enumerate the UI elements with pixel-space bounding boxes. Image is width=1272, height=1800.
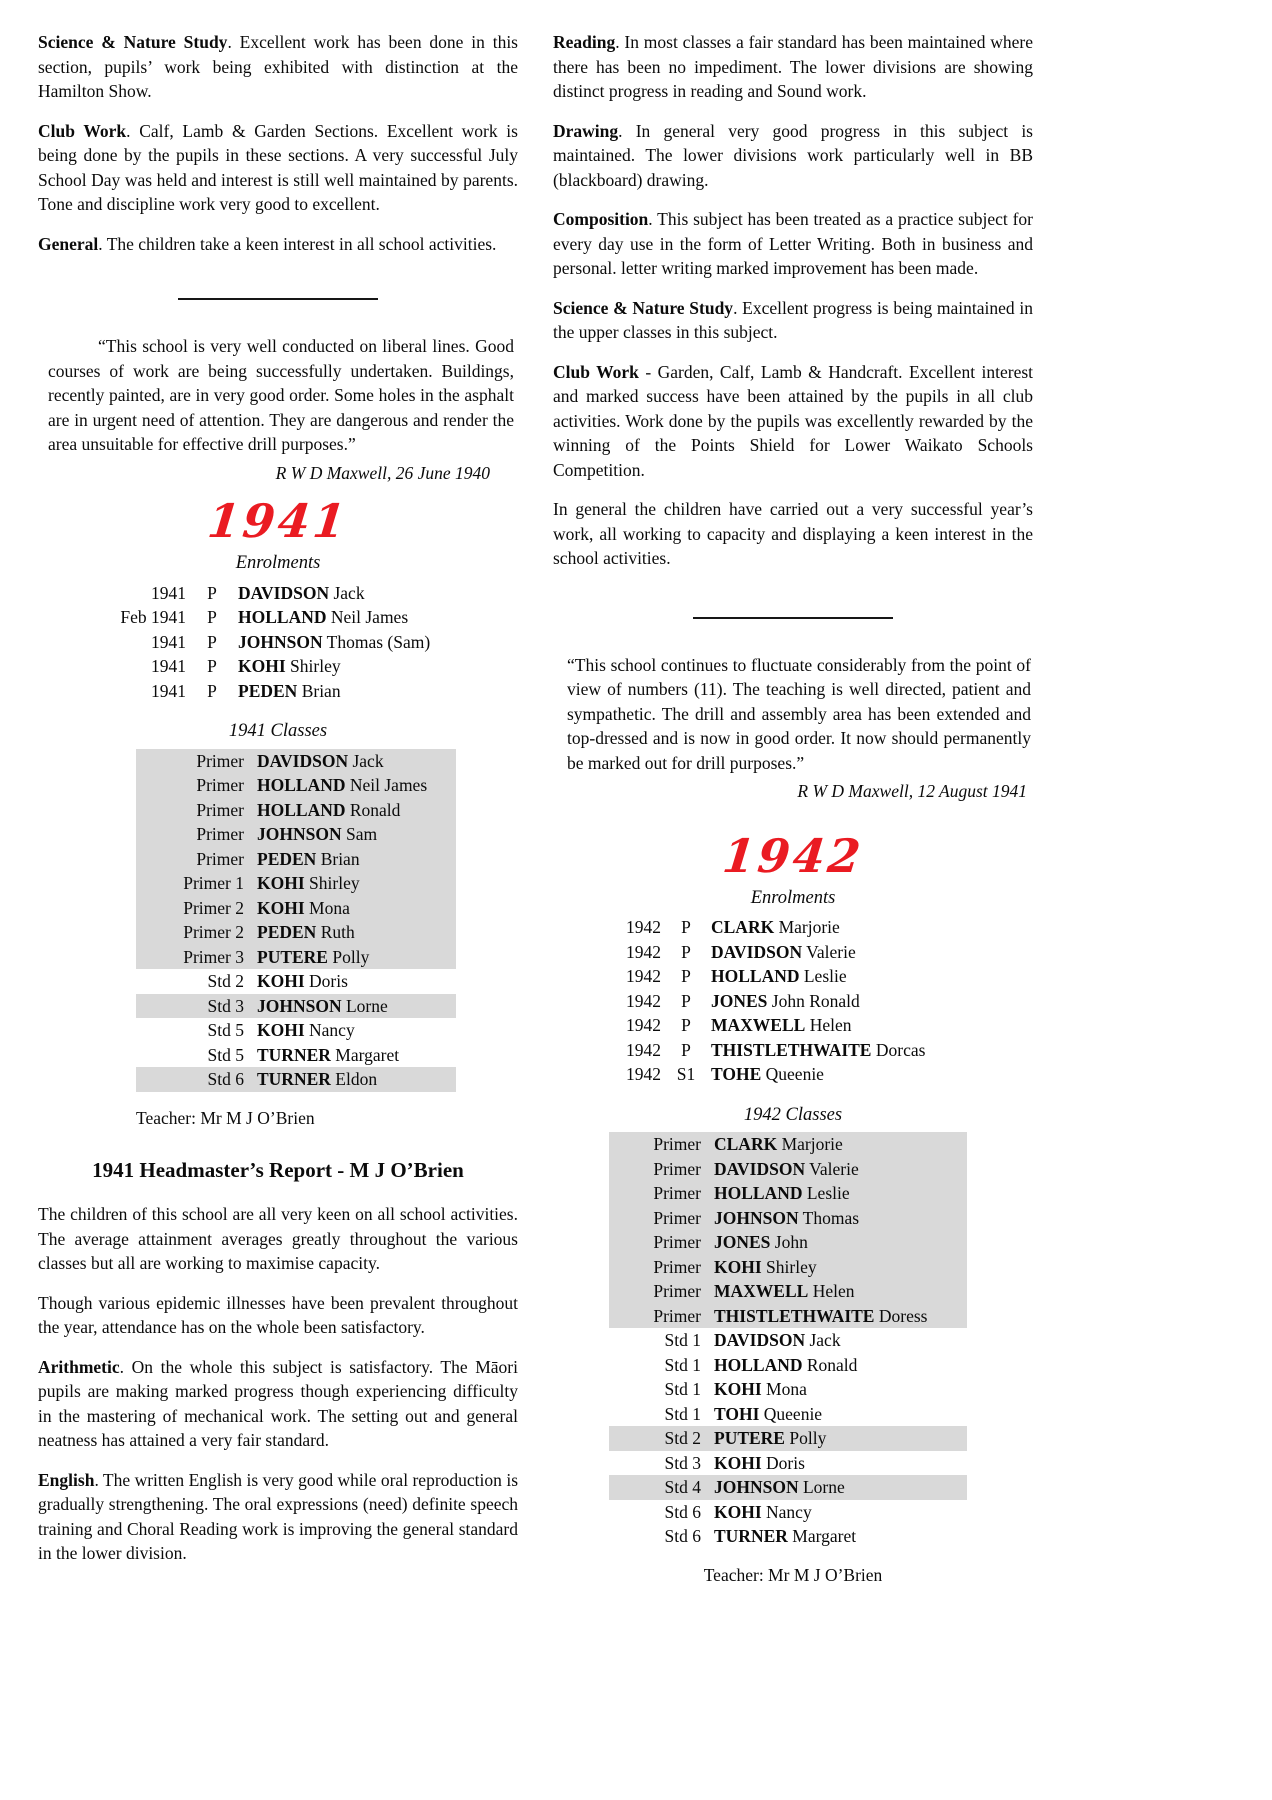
class-row: [136, 1067, 456, 1092]
year-heading-1942: 1942: [720, 828, 866, 883]
enrolment-given-name: Helen: [809, 1015, 852, 1035]
class-pupil-name: [714, 1255, 967, 1280]
enrolment-code: P: [681, 941, 691, 962]
enrolment-given-name: Jack: [333, 582, 365, 603]
section-divider: [693, 617, 893, 619]
class-pupil-surname: KOHI: [714, 1379, 762, 1399]
class-pupil-name: [257, 1018, 456, 1043]
class-pupil-surname: THISTLETHWAITE: [714, 1305, 875, 1326]
inspector-signature-1940: R W D Maxwell, 26 June 1940: [275, 462, 490, 483]
enrolment-surname: DAVIDSON: [238, 582, 330, 603]
enrolment-date: 1942: [626, 1015, 661, 1035]
enrolment-code: P: [207, 631, 217, 652]
class-label: Std 3: [664, 1452, 701, 1473]
classes-list-1942: [609, 1132, 967, 1549]
class-pupil-surname: KOHI: [257, 873, 305, 893]
class-row: [609, 1402, 967, 1427]
enrolment-name: [711, 989, 1033, 1014]
right-column: [553, 30, 1033, 1613]
enrolment-surname: PEDEN: [238, 680, 298, 701]
class-label: Std 1: [664, 1330, 701, 1350]
class-pupil-given-name: Doris: [309, 971, 348, 991]
class-pupil-name: [257, 994, 456, 1019]
paragraph-body: - Garden, Calf, Lamb & Handcraft. Excellent interest and marked success have been attained by the pupils in all club activities. Work done by the pupils was excellently rewarded by the winning of the Points Shield for Lower Waikato Schools Competition.: [553, 361, 1034, 480]
enrolments-list-1942: [553, 915, 1033, 1087]
class-row: [136, 798, 456, 823]
class-label: Primer: [196, 750, 244, 771]
class-label: Primer: [653, 1207, 701, 1228]
paragraph-lead: Drawing: [553, 120, 619, 141]
class-pupil-given-name: Thomas: [802, 1207, 860, 1228]
paragraph-body: . Excellent progress is being maintained in the upper classes in this subject.: [553, 297, 1033, 342]
class-pupil-name: [257, 871, 456, 896]
class-row: [136, 920, 456, 945]
class-label: Std 6: [207, 1069, 244, 1089]
enrolment-code: P: [681, 1015, 691, 1035]
paragraph-body: The children of this school are all very keen on all school activities. The average attainment averages greatly throughout the various classes but all are working to maximise capacity.: [38, 1204, 518, 1273]
class-label: Std 1: [664, 1403, 701, 1424]
enrolment-surname: THISTLETHWAITE: [711, 1039, 872, 1060]
enrolment-code: S1: [676, 1064, 696, 1084]
report-paragraph-intro: [38, 1202, 518, 1276]
class-pupil-surname: TURNER: [714, 1526, 788, 1546]
class-row: [609, 1157, 967, 1182]
class-label: Primer 2: [183, 922, 244, 942]
enrolment-name: [238, 630, 518, 655]
enrolment-row: [86, 581, 518, 606]
paragraph-body: . Calf, Lamb & Garden Sections. Excellent work is being done by the pupils in these sections. A very successful July School Day was held and interest is still well maintained by parents. Tone and discipline work very good to excellent.: [38, 120, 518, 214]
paragraph-club-work-1941: [553, 360, 1033, 483]
class-row: [609, 1255, 967, 1280]
enrolment-name: [238, 581, 518, 606]
class-row: [136, 749, 456, 774]
enrolment-row: [605, 989, 1033, 1014]
class-row: [136, 847, 456, 872]
class-row: [609, 1353, 967, 1378]
class-label: Primer: [653, 1232, 701, 1252]
class-pupil-given-name: Jack: [352, 750, 384, 771]
enrolment-given-name: Dorcas: [875, 1039, 926, 1060]
class-pupil-name: [257, 822, 456, 847]
class-pupil-given-name: Brian: [320, 848, 360, 869]
class-row: [609, 1377, 967, 1402]
enrolment-name: [711, 915, 1033, 940]
class-pupil-given-name: Jack: [809, 1330, 841, 1350]
class-pupil-surname: JOHNSON: [257, 995, 342, 1016]
class-pupil-name: [714, 1304, 967, 1329]
class-row: [136, 994, 456, 1019]
enrolment-name: [711, 1062, 1033, 1087]
class-pupil-given-name: Mona: [766, 1379, 807, 1399]
enrolment-date: Feb 1941: [120, 607, 186, 627]
enrolment-code: P: [207, 607, 217, 627]
class-pupil-surname: TURNER: [257, 1044, 331, 1065]
report-paragraph-arithmetic: [38, 1355, 518, 1453]
class-pupil-surname: KOHI: [714, 1256, 762, 1277]
two-column-layout: [38, 30, 1272, 1613]
class-pupil-name: [257, 773, 456, 798]
class-pupil-given-name: Lorne: [345, 995, 388, 1016]
class-label: Primer: [196, 799, 244, 820]
class-row: [136, 871, 456, 896]
year-heading-1941: 1941: [205, 494, 351, 548]
enrolment-code: P: [207, 582, 217, 603]
inspector-quote-1941: “This school continues to fluctuate considerably from the point of view of numbers (11). The teaching is well directed, patient and sympathetic. The drill and assembly area has been extended and top-dressed and is now in good order. It now should permanently be marked out for drill purposes.”: [567, 654, 1031, 773]
class-pupil-surname: PEDEN: [257, 848, 317, 869]
paragraph-body: . In most classes a fair standard has been maintained where there has been no impediment. The lower divisions are showing distinct progress in reading and Sound work.: [553, 32, 1033, 101]
class-pupil-surname: HOLLAND: [257, 799, 346, 820]
class-pupil-surname: JOHNSON: [714, 1477, 799, 1497]
enrolment-given-name: Marjorie: [778, 917, 840, 937]
class-pupil-given-name: Valerie: [809, 1158, 859, 1179]
enrolment-given-name: John Ronald: [771, 990, 860, 1011]
class-label: Primer: [653, 1281, 701, 1301]
class-label: Std 5: [207, 1044, 244, 1065]
teacher-line-1942: Teacher: Mr M J O’Brien: [703, 1564, 883, 1585]
section-divider: [178, 298, 378, 300]
class-pupil-given-name: Shirley: [766, 1256, 817, 1277]
class-pupil-name: [714, 1475, 967, 1500]
class-pupil-name: [714, 1451, 967, 1476]
enrolment-given-name: Neil James: [330, 607, 409, 627]
paragraph-body: . The written English is very good while oral reproduction is gradually strengthening. The oral expressions (need) definite speech training and Choral Reading work is improving the general standard in the lower division.: [38, 1469, 518, 1563]
enrolment-surname: KOHI: [238, 656, 286, 676]
enrolment-given-name: Shirley: [290, 656, 341, 676]
enrolment-name: [711, 964, 1033, 989]
class-row: [609, 1426, 967, 1451]
enrolment-date: 1942: [626, 941, 661, 962]
paragraph-body: . On the whole this subject is satisfactory. The Māori pupils are making marked progress though experiencing difficulty in the mastering of mechanical work. The setting out and general neatness has attained a very fair standard.: [38, 1356, 518, 1450]
enrolment-name: [711, 1013, 1033, 1038]
enrolment-row: [605, 964, 1033, 989]
class-pupil-surname: KOHI: [257, 1020, 305, 1040]
class-pupil-given-name: Marjorie: [781, 1134, 843, 1154]
class-pupil-name: [257, 798, 456, 823]
paragraph-body: . In general very good progress in this subject is maintained. The lower divisions work particularly well in BB (blackboard) drawing.: [553, 120, 1033, 190]
enrolment-surname: TOHE: [711, 1064, 762, 1084]
enrolment-surname: HOLLAND: [711, 966, 800, 986]
class-pupil-name: [257, 1043, 456, 1068]
class-pupil-surname: KOHI: [257, 897, 305, 918]
class-pupil-given-name: Doress: [878, 1305, 928, 1326]
paragraph-in-general-1941: [553, 497, 1033, 571]
class-label: Std 2: [664, 1428, 701, 1448]
class-pupil-given-name: Polly: [332, 946, 370, 967]
class-label: Primer 1: [183, 873, 244, 893]
class-row: [609, 1451, 967, 1476]
class-pupil-given-name: Sam: [345, 824, 378, 844]
class-pupil-name: [257, 896, 456, 921]
class-label: Primer: [653, 1134, 701, 1154]
class-pupil-name: [257, 920, 456, 945]
paragraph-lead: General: [38, 233, 99, 254]
class-pupil-given-name: Eldon: [335, 1069, 378, 1089]
enrolment-surname: HOLLAND: [238, 607, 327, 627]
enrolment-code: P: [207, 680, 217, 701]
class-row: [609, 1500, 967, 1525]
class-row: [609, 1230, 967, 1255]
class-pupil-name: [257, 945, 456, 970]
class-pupil-given-name: Mona: [309, 897, 350, 918]
enrolments-title-1942: Enrolments: [750, 887, 836, 908]
class-pupil-name: [714, 1426, 967, 1451]
class-pupil-surname: JOHNSON: [257, 824, 342, 844]
paragraph-drawing-1941: [553, 119, 1033, 193]
enrolment-row: [605, 1062, 1033, 1087]
class-row: [609, 1475, 967, 1500]
class-pupil-name: [714, 1500, 967, 1525]
class-pupil-surname: DAVIDSON: [714, 1330, 806, 1350]
class-label: Std 6: [664, 1501, 701, 1522]
class-pupil-surname: TURNER: [257, 1069, 331, 1089]
class-pupil-given-name: Helen: [812, 1281, 855, 1301]
class-label: Primer: [653, 1158, 701, 1179]
class-pupil-given-name: Shirley: [309, 873, 360, 893]
class-row: [609, 1181, 967, 1206]
class-row: [609, 1132, 967, 1157]
paragraph-lead: Club Work: [553, 361, 639, 382]
enrolment-date: 1942: [626, 966, 661, 986]
class-pupil-name: [714, 1279, 967, 1304]
enrolment-row: [605, 940, 1033, 965]
class-pupil-given-name: Ruth: [320, 922, 355, 942]
class-pupil-name: [714, 1230, 967, 1255]
class-row: [136, 896, 456, 921]
enrolment-date: 1941: [151, 631, 186, 652]
class-row: [609, 1328, 967, 1353]
class-label: Primer: [196, 824, 244, 844]
enrolment-row: [86, 679, 518, 704]
classes-list-1941: [136, 749, 456, 1092]
class-pupil-given-name: Lorne: [802, 1477, 845, 1497]
enrolment-code: P: [681, 966, 691, 986]
enrolment-surname: CLARK: [711, 917, 775, 937]
enrolment-date: 1941: [151, 656, 186, 676]
class-row: [136, 1043, 456, 1068]
class-row: [609, 1304, 967, 1329]
enrolment-name: [711, 1038, 1033, 1063]
class-label: Std 4: [664, 1477, 701, 1497]
enrolment-surname: JOHNSON: [238, 631, 323, 652]
class-pupil-given-name: Ronald: [806, 1354, 858, 1375]
paragraph-body: In general the children have carried out a very successful year’s work, all working to capacity and displaying a keen interest in the school activities.: [553, 499, 1033, 568]
class-row: [136, 822, 456, 847]
class-pupil-name: [714, 1181, 967, 1206]
report-paragraph-english: [38, 1468, 518, 1566]
paragraph-lead: Science & Nature Study: [38, 32, 228, 52]
class-pupil-name: [714, 1524, 967, 1549]
class-pupil-surname: JOHNSON: [714, 1207, 799, 1228]
paragraph-body: Though various epidemic illnesses have been prevalent throughout the year, attendance has on the whole been satisfactory.: [38, 1292, 518, 1337]
enrolment-surname: MAXWELL: [711, 1015, 806, 1035]
teacher-line-1941: Teacher: Mr M J O’Brien: [136, 1107, 315, 1128]
class-pupil-name: [257, 1067, 456, 1092]
enrolment-surname: DAVIDSON: [711, 941, 803, 962]
class-row: [609, 1524, 967, 1549]
class-pupil-given-name: Margaret: [792, 1526, 857, 1546]
class-pupil-given-name: Doris: [766, 1452, 805, 1473]
class-pupil-surname: PUTERE: [257, 946, 328, 967]
classes-title-1942: 1942 Classes: [743, 1104, 843, 1125]
class-row: [136, 1018, 456, 1043]
paragraph-body: . This subject has been treated as a practice subject for every day use in the form of Letter Writing. Both in business and personal. letter writing marked improvement has been made.: [553, 209, 1033, 278]
class-pupil-surname: KOHI: [714, 1501, 762, 1522]
enrolment-row: [605, 1013, 1033, 1038]
class-pupil-given-name: John: [774, 1232, 808, 1252]
class-label: Primer: [653, 1256, 701, 1277]
enrolment-name: [238, 679, 518, 704]
paragraph-lead: Science & Nature Study: [553, 297, 734, 318]
class-pupil-surname: MAXWELL: [714, 1281, 809, 1301]
paragraph-body: . The children take a keen interest in all school activities.: [98, 233, 497, 254]
enrolment-code: P: [681, 1039, 691, 1060]
class-pupil-given-name: Leslie: [806, 1183, 850, 1203]
enrolment-code: P: [207, 656, 217, 676]
class-pupil-surname: HOLLAND: [714, 1354, 803, 1375]
class-pupil-given-name: Nancy: [766, 1501, 812, 1522]
class-pupil-name: [714, 1157, 967, 1182]
class-pupil-name: [257, 847, 456, 872]
class-label: Std 2: [207, 971, 244, 991]
enrolments-title-1941: Enrolments: [235, 553, 321, 573]
class-row: [136, 945, 456, 970]
enrolment-given-name: Thomas (Sam): [326, 631, 431, 652]
enrolment-given-name: Valerie: [806, 941, 856, 962]
enrolment-date: 1942: [626, 1064, 661, 1084]
class-pupil-surname: DAVIDSON: [714, 1158, 806, 1179]
enrolments-list-1941: [38, 581, 518, 704]
class-pupil-given-name: Queenie: [763, 1403, 823, 1424]
class-pupil-surname: JONES: [714, 1232, 771, 1252]
class-pupil-surname: CLARK: [714, 1134, 778, 1154]
class-pupil-surname: TOHI: [714, 1403, 760, 1424]
class-label: Primer: [653, 1305, 701, 1326]
inspector-quote-1940: “This school is very well conducted on liberal lines. Good courses of work are being successfully undertaken. Buildings, recently painted, are in very good order. Some holes in the asphalt are in urgent need of attention. They are dangerous and render the area unsuitable for effective drill purposes.”: [48, 336, 514, 454]
enrolment-row: [86, 654, 518, 679]
enrolment-date: 1942: [626, 917, 661, 937]
paragraph-lead: English: [38, 1469, 95, 1490]
classes-title-1941: 1941 Classes: [228, 721, 328, 741]
class-pupil-surname: PEDEN: [257, 922, 317, 942]
report-paragraph-attendance: [38, 1291, 518, 1340]
class-pupil-name: [714, 1402, 967, 1427]
paragraph-lead: Composition: [553, 209, 649, 229]
class-label: Primer: [196, 848, 244, 869]
class-label: Std 3: [207, 995, 244, 1016]
paragraph-science-nature-1941: [553, 296, 1033, 345]
class-row: [609, 1279, 967, 1304]
left-column: [38, 30, 518, 1613]
class-row: [609, 1206, 967, 1231]
class-label: Primer 3: [183, 946, 244, 967]
inspector-signature-1941: R W D Maxwell, 12 August 1941: [797, 781, 1027, 801]
class-pupil-name: [714, 1377, 967, 1402]
class-pupil-given-name: Nancy: [309, 1020, 355, 1040]
enrolment-given-name: Queenie: [765, 1064, 824, 1084]
headmasters-report-heading-1941: 1941 Headmaster’s Report - M J O’Brien: [92, 1158, 464, 1182]
enrolment-surname: JONES: [711, 990, 768, 1011]
class-pupil-name: [714, 1328, 967, 1353]
class-label: Primer: [653, 1183, 701, 1203]
enrolment-name: [711, 940, 1033, 965]
paragraph-general-1940: [38, 232, 518, 257]
class-pupil-surname: KOHI: [257, 971, 305, 991]
paragraph-lead: Arithmetic: [38, 1356, 120, 1377]
paragraph-composition-1941: [553, 207, 1033, 281]
class-row: [136, 773, 456, 798]
enrolment-row: [86, 630, 518, 655]
class-pupil-name: [714, 1353, 967, 1378]
class-label: Std 1: [664, 1379, 701, 1399]
class-pupil-surname: DAVIDSON: [257, 750, 349, 771]
class-pupil-surname: HOLLAND: [714, 1183, 803, 1203]
class-label: Std 6: [664, 1526, 701, 1546]
enrolment-name: [238, 654, 518, 679]
enrolment-row: [605, 1038, 1033, 1063]
class-pupil-given-name: Margaret: [335, 1044, 400, 1065]
class-pupil-name: [257, 749, 456, 774]
paragraph-lead: Club Work: [38, 120, 127, 141]
paragraph-lead: Reading: [553, 32, 616, 52]
class-row: [136, 969, 456, 994]
enrolment-row: [86, 605, 518, 630]
paragraph-club-work-1940: [38, 119, 518, 217]
class-pupil-given-name: Neil James: [349, 775, 428, 795]
enrolment-date: 1942: [626, 1039, 661, 1060]
enrolment-name: [238, 605, 518, 630]
class-label: Primer 2: [183, 897, 244, 918]
enrolment-code: P: [681, 990, 691, 1011]
enrolment-given-name: Brian: [301, 680, 341, 701]
class-pupil-name: [257, 969, 456, 994]
enrolment-date: 1941: [151, 680, 186, 701]
enrolment-date: 1942: [626, 990, 661, 1011]
paragraph-science-nature-1940: [38, 30, 518, 104]
enrolment-date: 1941: [151, 582, 186, 603]
class-pupil-name: [714, 1132, 967, 1157]
enrolment-given-name: Leslie: [803, 966, 847, 986]
class-label: Primer: [196, 775, 244, 795]
class-label: Std 5: [207, 1020, 244, 1040]
class-pupil-name: [714, 1206, 967, 1231]
class-pupil-surname: PUTERE: [714, 1428, 785, 1448]
class-pupil-given-name: Polly: [789, 1428, 827, 1448]
class-pupil-given-name: Ronald: [349, 799, 401, 820]
paragraph-body: . Excellent work has been done in this section, pupils’ work being exhibited with distinction at the Hamilton Show.: [38, 32, 518, 101]
enrolment-row: [605, 915, 1033, 940]
class-label: Std 1: [664, 1354, 701, 1375]
enrolment-code: P: [681, 917, 691, 937]
class-pupil-surname: KOHI: [714, 1452, 762, 1473]
paragraph-reading-1941: [553, 30, 1033, 104]
class-pupil-surname: HOLLAND: [257, 775, 346, 795]
